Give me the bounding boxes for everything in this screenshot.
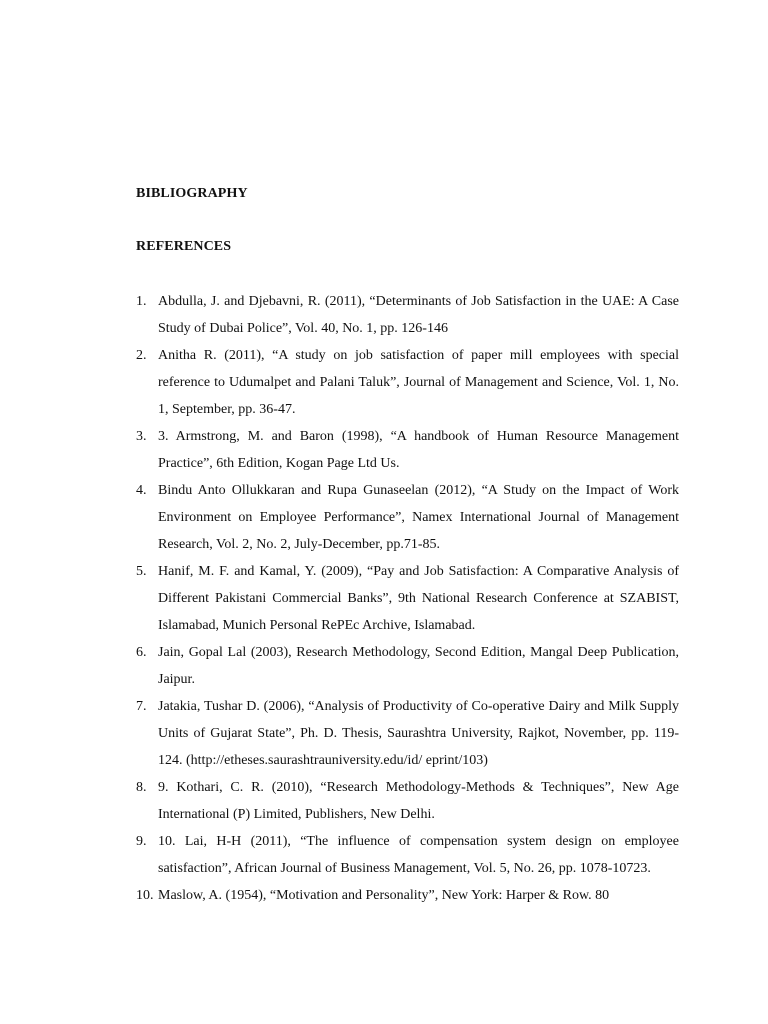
reference-number: 1. [136, 294, 147, 309]
reference-number: 6. [136, 645, 147, 660]
reference-item [136, 423, 679, 477]
reference-item [136, 639, 679, 693]
reference-text: 3. Armstrong, M. and Baron (1998), “A handbook of Human Resource Management Practice”, 6th Edition, Kogan Page Ltd Us. [158, 429, 679, 471]
reference-item [136, 882, 679, 909]
reference-item [136, 558, 679, 639]
reference-number: 7. [136, 699, 147, 714]
bibliography-heading: BIBLIOGRAPHY [136, 186, 248, 201]
reference-text: Hanif, M. F. and Kamal, Y. (2009), “Pay and Job Satisfaction: A Comparative Analysis of Different Pakistani Commercial Banks”, 9th National Research Conference at SZABIST, Islamabad, Munich Personal RePEc Archive, Islamabad. [158, 564, 679, 633]
reference-text: Abdulla, J. and Djebavni, R. (2011), “Determinants of Job Satisfaction in the UAE: A Case Study of Dubai Police”, Vol. 40, No. 1, pp. 126-146 [158, 294, 679, 336]
reference-item [136, 693, 679, 774]
reference-item [136, 288, 679, 342]
reference-number: 4. [136, 483, 147, 498]
reference-text: Jain, Gopal Lal (2003), Research Methodology, Second Edition, Mangal Deep Publication, Jaipur. [158, 645, 679, 687]
reference-item [136, 774, 679, 828]
reference-text: 9. Kothari, C. R. (2010), “Research Methodology-Methods & Techniques”, New Age International (P) Limited, Publishers, New Delhi. [158, 780, 679, 822]
reference-number: 5. [136, 564, 147, 579]
reference-number: 8. [136, 780, 147, 795]
references-heading: REFERENCES [136, 239, 232, 254]
reference-number: 10. [136, 888, 154, 903]
reference-text: Anitha R. (2011), “A study on job satisfaction of paper mill employees with special reference to Udumalpet and Palani Taluk”, Journal of Management and Science, Vol. 1, No. 1, September, pp. 36-47. [158, 348, 679, 417]
reference-text: Jatakia, Tushar D. (2006), “Analysis of Productivity of Co-operative Dairy and Milk Supply Units of Gujarat State”, Ph. D. Thesis, Saurashtra University, Rajkot, November, pp. 119-124. (http://etheses.saurashtrauniversity.edu/id/ eprint/103) [158, 699, 679, 768]
reference-number: 9. [136, 834, 147, 849]
reference-number: 2. [136, 348, 147, 363]
reference-list [136, 288, 679, 909]
reference-item [136, 828, 679, 882]
reference-text: Maslow, A. (1954), “Motivation and Personality”, New York: Harper & Row. 80 [158, 888, 610, 903]
reference-number: 3. [136, 429, 147, 444]
reference-item [136, 342, 679, 423]
reference-text: 10. Lai, H-H (2011), “The influence of compensation system design on employee satisfaction”, African Journal of Business Management, Vol. 5, No. 26, pp. 1078-10723. [158, 834, 679, 876]
reference-text: Bindu Anto Ollukkaran and Rupa Gunaseelan (2012), “A Study on the Impact of Work Environment on Employee Performance”, Namex International Journal of Management Research, Vol. 2, No. 2, July-December, pp.71-85. [158, 483, 679, 552]
reference-item [136, 477, 679, 558]
